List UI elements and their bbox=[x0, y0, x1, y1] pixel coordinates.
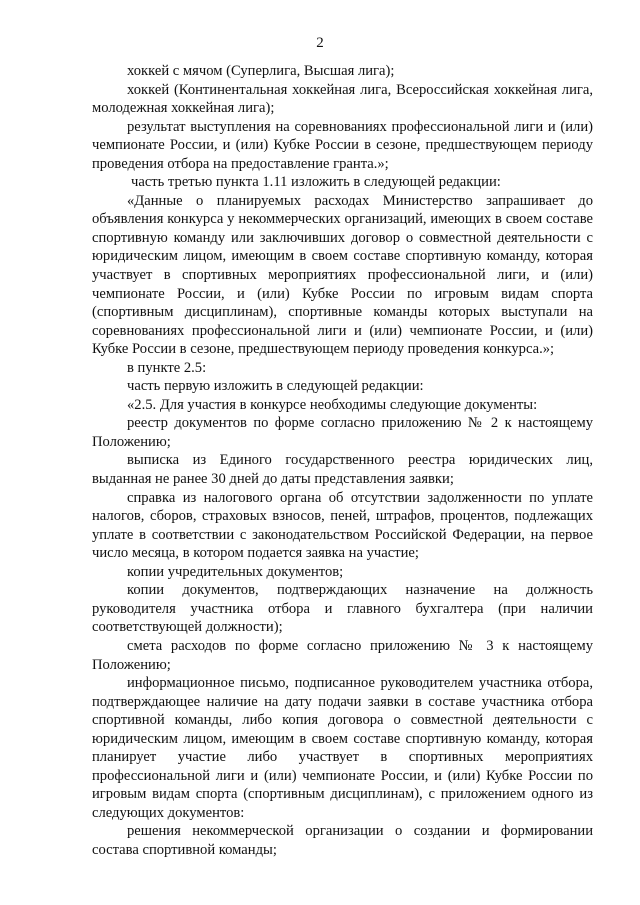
paragraph: часть первую изложить в следующей редакции: bbox=[127, 378, 424, 395]
paragraph: хоккей (Континентальная хоккейная лига, Всероссийская хоккейная лига, молодежная хоккейная лига); bbox=[92, 81, 593, 117]
paragraph: хоккей с мячом (Суперлига, Высшая лига); bbox=[127, 63, 395, 79]
paragraph: «Данные о планируемых расходах Министерство запрашивает до объявления конкурса у некоммерческих организаций, имеющих в своем составе спортивную команду или заключивших договор о совместной деятельности с юридическим лицом, имеющим в своем составе спортивную команду, которая участвует в спортивных мероприятиях профессиональной лиги, и (или) чемпионате России, и (или) Кубке России по игровым видам спорта (спортивным дисциплинам), спортивные команды которых выступали на соревнованиях профессиональной лиги и (или) чемпионате России, и (или) Кубке России в сезоне, предшествующем периоду проведения конкурса.»; bbox=[92, 192, 593, 358]
paragraph: выписка из Единого государственного реестра юридических лиц, выданная не ранее 30 дней до даты представления заявки; bbox=[92, 452, 593, 488]
document-body bbox=[92, 62, 593, 860]
paragraph: «2.5. Для участия в конкурсе необходимы следующие документы: bbox=[127, 396, 538, 413]
paragraph: реестр документов по форме согласно приложению № 2 к настоящему Положению; bbox=[92, 415, 593, 450]
paragraph: решения некоммерческой организации о создании и формировании состава спортивной команды; bbox=[92, 823, 593, 858]
paragraph: результат выступления на соревнованиях профессиональной лиги и (или) чемпионате России, и (или) Кубке России в сезоне, предшествующем периоду проведения отбора на предоставление гранта.»; bbox=[92, 118, 593, 172]
paragraph: смета расходов по форме согласно приложению № 3 к настоящему Положению; bbox=[92, 637, 593, 673]
paragraph: часть третью пункта 1.11 изложить в следующей редакции: bbox=[131, 174, 501, 191]
paragraph: копии документов, подтверждающих назначение на должность руководителя участника отбора и главного бухгалтера (при наличии соответствующей должности); bbox=[92, 582, 593, 636]
page-number: 2 bbox=[316, 35, 324, 51]
paragraph: справка из налогового органа об отсутствии задолженности по уплате налогов, сборов, страховых взносов, пеней, штрафов, процентов, подлежащих уплате в соответствии с законодательством Российской Федерации, на первое число месяца, в котором подается заявка на участие; bbox=[92, 489, 593, 562]
paragraph: в пункте 2.5: bbox=[127, 359, 207, 376]
paragraph: копии учредительных документов; bbox=[127, 563, 344, 580]
paragraph: информационное письмо, подписанное руководителем участника отбора, подтверждающее наличие на дату подачи заявки в составе участника отбора спортивной команды, либо копия договора о совместной деятельности с юридическим лицом, имеющим в своем составе спортивную команду, которая планирует участие либо участвует в спортивных мероприятиях профессиональной лиги и (или) чемпионате России, и (или) Кубке России по игровым видам спорта (спортивным дисциплинам), с приложением одного из следующих документов: bbox=[92, 675, 593, 821]
